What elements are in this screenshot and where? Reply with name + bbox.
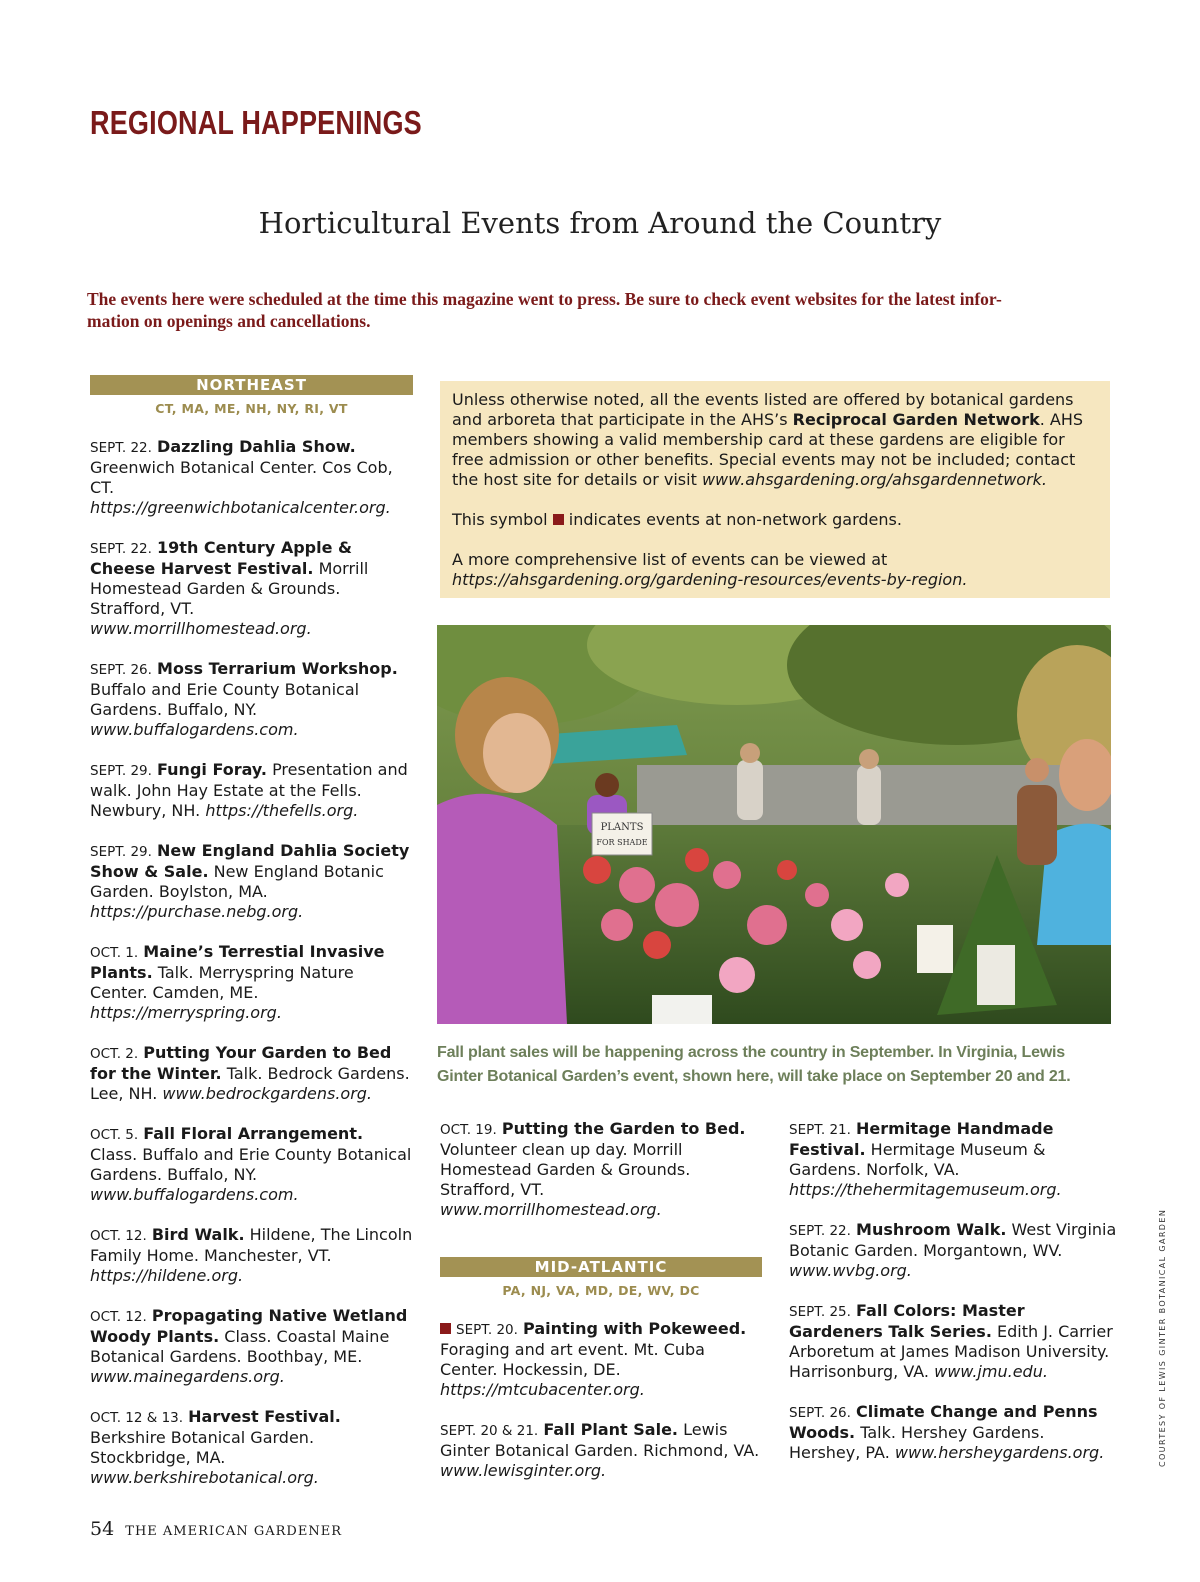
event-title: Putting the Garden to Bed. [501,1119,746,1138]
event-title: Moss Terrarium Workshop. [157,659,398,678]
page-number: 54 [90,1518,115,1540]
event-description: Class. Coastal Maine Botanical Gardens. Boothbay, ME. [90,1327,390,1366]
event-link[interactable]: www.morrillhomestead.org. [440,1200,662,1219]
event-title: Putting Your Garden to Bed for the Winter. [90,1043,392,1083]
event-link[interactable]: https://mtcubacenter.org. [440,1380,645,1399]
event-description: Presentation and walk. John Hay Estate at the Fells. Newbury, NH. [90,760,408,820]
event-title: Fall Plant Sale. [543,1420,679,1439]
event-title: Painting with Pokeweed. [523,1319,747,1338]
events-by-region-link[interactable]: https://ahsgardening.org/gardening-resources/events-by-region. [452,570,968,589]
event-entry [90,942,413,1023]
event-title: Dazzling Dahlia Show. [157,437,356,456]
event-entry [90,538,413,639]
event-entry [90,1306,413,1387]
event-entry [789,1119,1119,1200]
event-title: Propagating Native Wetland Woody Plants. [90,1306,408,1346]
event-date: OCT. 1. [90,945,139,961]
plants-for-shade-sign: PLANTS [600,822,644,833]
region-states: CT, MA, ME, NH, NY, RI, VT [155,401,348,416]
event-description: Greenwich Botanical Center. Cos Cob, CT. [90,458,393,497]
event-description: West Virginia Botanic Garden. Morgantown, WV. [789,1220,1117,1260]
event-date: SEPT. 29. [90,763,152,779]
event-date: OCT. 12. [90,1309,147,1325]
intro-line: mation on openings and cancellations. [87,311,371,331]
event-description: Hermitage Museum & Gardens. Norfolk, VA. [789,1140,1046,1179]
event-date: OCT. 2. [90,1046,139,1062]
region-header-northeast: NORTHEAST [90,375,413,395]
info-paragraph [452,510,1098,530]
event-date: SEPT. 22. [789,1223,851,1239]
event-title: New England Dahlia Society Show & Sale. [90,841,410,881]
event-link[interactable]: https://thefells.org. [205,801,359,820]
event-date: SEPT. 25. [789,1304,851,1320]
event-entry [90,437,413,518]
event-title: Maine’s Terrestial Invasive Plants. [90,942,385,982]
event-description: Class. Buffalo and Erie County Botanical Gardens. Buffalo, NY. [90,1145,412,1184]
page-footer [90,1518,342,1540]
intro-note [87,288,1117,332]
event-entry [90,760,413,821]
event-entry [90,1043,413,1104]
event-title: Harvest Festival. [188,1407,341,1426]
event-link[interactable]: https://greenwichbotanicalcenter.org. [90,498,391,517]
photo-credit: COURTESY OF LEWIS GINTER BOTANICAL GARDEN [1158,1208,1167,1467]
event-entry [90,841,413,922]
region-header-mid-atlantic: MID-ATLANTIC [440,1257,762,1277]
plant-sale-photo [437,625,1111,1024]
event-title: Fall Floral Arrangement. [143,1124,364,1143]
event-link[interactable]: www.buffalogardens.com. [90,1185,299,1204]
event-list [440,1319,762,1481]
event-link[interactable]: https://purchase.nebg.org. [90,902,304,921]
event-description: New England Botanic Garden. Boylston, MA. [90,862,384,901]
event-date: SEPT. 22. [90,541,152,557]
non-network-marker-icon [553,514,564,525]
photo-caption [437,1041,1117,1089]
event-description: Talk. Hershey Gardens. Hershey, PA. [789,1423,1045,1462]
event-link[interactable]: https://thehermitagemuseum.org. [789,1180,1062,1199]
event-description: Volunteer clean up day. Morrill Homestead Garden & Grounds. Strafford, VT. [440,1140,691,1199]
middle-column [440,1119,762,1501]
event-title: Fungi Foray. [157,760,267,779]
info-text: indicates events at non-network gardens. [568,510,902,529]
non-network-marker-icon [440,1323,451,1334]
plants-for-shade-sign: FOR SHADE [596,838,648,847]
event-entry [90,1407,413,1488]
northeast-column [90,375,413,1508]
right-column [789,1119,1119,1483]
event-list [90,437,413,1488]
event-entry [90,1124,413,1205]
event-link[interactable]: www.wvbg.org. [789,1261,912,1280]
event-link[interactable]: https://hildene.org. [90,1266,244,1285]
event-description: Edith J. Carrier Arboretum at James Madison University. Harrisonburg, VA. [789,1322,1113,1381]
network-info-box [440,381,1110,598]
event-date: SEPT. 20. [456,1322,518,1338]
event-description: Talk. Bedrock Gardens. Lee, NH. [90,1064,410,1103]
event-description: Buffalo and Erie County Botanical Gardens. Buffalo, NY. [90,680,360,719]
event-link[interactable]: www.hersheygardens.org. [894,1443,1105,1462]
caption-line: Fall plant sales will be happening across the country in September. In Virginia, Lewis [437,1044,1066,1061]
event-list [440,1119,762,1220]
event-link[interactable]: www.mainegardens.org. [90,1367,285,1386]
event-entry [789,1402,1119,1463]
info-text: A more comprehensive list of events can be viewed at [452,550,888,569]
event-description: Morrill Homestead Garden & Grounds. Strafford, VT. [90,559,369,618]
event-date: OCT. 5. [90,1127,139,1143]
event-description: Lewis Ginter Botanical Garden. Richmond, VA. [440,1420,760,1460]
event-list [789,1119,1119,1463]
event-title: Climate Change and Penns Woods. [789,1402,1098,1442]
event-title: Fall Colors: Master Gardeners Talk Series. [789,1301,1025,1341]
section-label: REGIONAL HAPPENINGS [90,104,422,141]
event-entry [440,1319,762,1400]
region-states: PA, NJ, VA, MD, DE, WV, DC [502,1283,700,1298]
event-description: Berkshire Botanical Garden. Stockbridge, MA. [90,1428,315,1467]
event-description: Foraging and art event. Mt. Cuba Center. Hockessin, DE. [440,1340,705,1379]
event-link[interactable]: www.jmu.edu. [934,1362,1048,1381]
event-entry [789,1301,1119,1382]
event-date: OCT. 19. [440,1122,497,1138]
info-paragraph [452,550,1098,590]
network-name: Reciprocal Garden Network [792,410,1040,429]
event-date: SEPT. 29. [90,844,152,860]
event-entry [90,1225,413,1286]
event-date: SEPT. 22. [90,440,152,456]
event-link[interactable]: www.berkshirebotanical.org. [90,1468,319,1487]
page-title: Horticultural Events from Around the Country [258,206,942,240]
network-link[interactable]: www.ahsgardening.org/ahsgardennetwork. [701,470,1047,489]
event-entry [789,1220,1119,1281]
event-title: 19th Century Apple & Cheese Harvest Festival. [90,538,352,578]
event-link[interactable]: https://merryspring.org. [90,1003,282,1022]
event-title: Hermitage Handmade Festival. [789,1119,1054,1159]
event-link[interactable]: www.bedrockgardens.org. [162,1084,373,1103]
event-date: OCT. 12. [90,1228,147,1244]
intro-line: The events here were scheduled at the time this magazine went to press. Be sure to check event websites for the latest infor- [87,289,1002,309]
event-entry [440,1119,762,1220]
event-date: SEPT. 26. [90,662,152,678]
info-text: Unless otherwise noted, all the events listed are offered by botanical gardens and arboreta that participate in the AHS’s [452,390,1074,429]
event-date: SEPT. 26. [789,1405,851,1421]
event-description: Hildene, The Lincoln Family Home. Manchester, VT. [90,1225,413,1265]
event-date: SEPT. 21. [789,1122,851,1138]
event-entry [90,659,413,740]
event-date: SEPT. 20 & 21. [440,1423,539,1439]
info-text: . AHS members showing a valid membership card at these gardens are eligible for free admission or other benefits. Special events may not be included; contact the host site for details or visit [452,410,1084,489]
publication-name: THE AMERICAN GARDENER [125,1524,342,1539]
event-description: Talk. Merryspring Nature Center. Camden, ME. [90,963,354,1002]
event-date: OCT. 12 & 13. [90,1410,184,1426]
event-title: Mushroom Walk. [856,1220,1007,1239]
caption-line: Ginter Botanical Garden’s event, shown here, will take place on September 20 and 21. [437,1068,1071,1085]
event-link[interactable]: www.lewisginter.org. [440,1461,607,1480]
event-link[interactable]: www.morrillhomestead.org. [90,619,312,638]
event-entry [440,1420,762,1481]
info-text: This symbol [452,510,548,529]
info-paragraph [452,390,1098,490]
event-link[interactable]: www.buffalogardens.com. [90,720,299,739]
event-title: Bird Walk. [151,1225,245,1244]
